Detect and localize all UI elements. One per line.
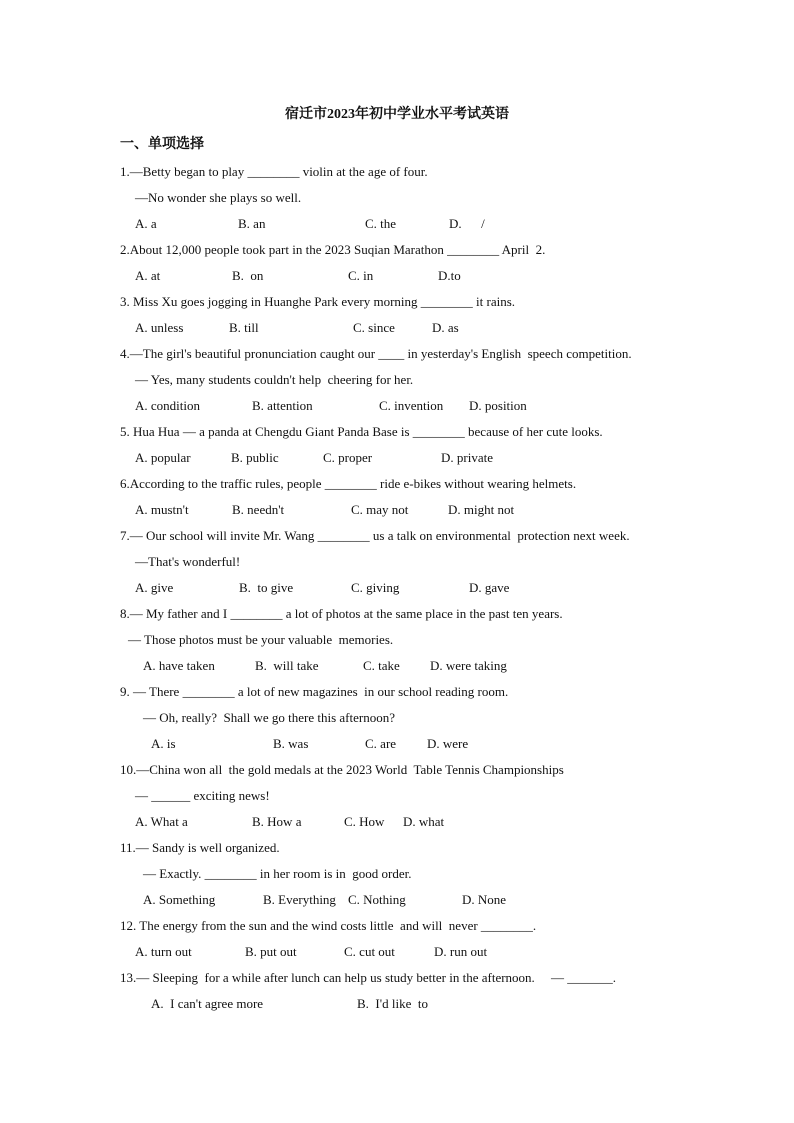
question-4-option-c: C. invention — [379, 398, 444, 413]
question-3-option-a: A. unless — [135, 320, 184, 335]
question-7-option-c: C. giving — [351, 580, 400, 595]
question-8-stem: 8.— My father and I ________ a lot of photos at the same place in the past ten years. — [120, 606, 563, 621]
question-5-option-d: D. private — [441, 450, 493, 465]
question-9-option-c: C. are — [365, 736, 397, 751]
question-4-option-d: D. position — [469, 398, 527, 413]
question-7-option-a: A. give — [135, 580, 174, 595]
question-9-option-d: D. were — [427, 736, 469, 751]
question-12-option-b: B. put out — [245, 944, 297, 959]
page-title: 宿迁市2023年初中学业水平考试英语 — [285, 107, 509, 122]
question-3-option-b: B. till — [229, 320, 259, 335]
question-5-option-a: A. popular — [135, 450, 191, 465]
question-10-reply: — ______ exciting news! — [135, 788, 270, 803]
question-7-option-d: D. gave — [469, 580, 510, 595]
question-7-reply: —That's wonderful! — [135, 554, 241, 569]
question-10-option-d: D. what — [403, 814, 445, 829]
question-4-option-b: B. attention — [252, 398, 313, 413]
question-13-option-b: B. I'd like to — [357, 996, 428, 1011]
question-6-option-b: B. needn't — [232, 502, 285, 517]
question-5-stem: 5. Hua Hua — a panda at Chengdu Giant Panda Base is ________ because of her cute looks. — [120, 424, 603, 439]
question-10-option-a: A. What a — [135, 814, 188, 829]
question-8-option-a: A. have taken — [143, 658, 215, 673]
question-1-option-b: B. an — [238, 216, 266, 231]
question-9-reply: — Oh, really? Shall we go there this afternoon? — [143, 710, 395, 725]
question-10-stem: 10.—China won all the gold medals at the 2023 World Table Tennis Championships — [120, 762, 564, 777]
question-2-option-a: A. at — [135, 268, 161, 283]
question-11-option-b: B. Everything — [263, 892, 336, 907]
question-8-option-b: B. will take — [255, 658, 319, 673]
question-2-option-c: C. in — [348, 268, 374, 283]
question-2-option-b: B. on — [232, 268, 264, 283]
question-4-reply: — Yes, many students couldn't help cheering for her. — [135, 372, 414, 387]
question-11-option-a: A. Something — [143, 892, 216, 907]
question-6-option-c: C. may not — [351, 502, 409, 517]
question-1-option-a: A. a — [135, 216, 157, 231]
question-9-stem: 9. — There ________ a lot of new magazines in our school reading room. — [120, 684, 509, 699]
question-13-option-a: A. I can't agree more — [151, 996, 264, 1011]
question-3-stem: 3. Miss Xu goes jogging in Huanghe Park every morning ________ it rains. — [120, 294, 516, 309]
question-1-stem: 1.—Betty began to play ________ violin at the age of four. — [120, 164, 428, 179]
question-2-option-d: D.to — [438, 268, 461, 283]
question-8-option-c: C. take — [363, 658, 400, 673]
question-11-stem: 11.— Sandy is well organized. — [120, 840, 280, 855]
question-4-option-a: A. condition — [135, 398, 200, 413]
question-1-option-c: C. the — [365, 216, 397, 231]
question-8-option-d: D. were taking — [430, 658, 507, 673]
question-5-option-b: B. public — [231, 450, 279, 465]
question-7-option-b: B. to give — [239, 580, 294, 595]
question-9-option-a: A. is — [151, 736, 176, 751]
question-6-stem: 6.According to the traffic rules, people ________ ride e-bikes without wearing helmets. — [120, 476, 577, 491]
question-3-option-c: C. since — [353, 320, 395, 335]
question-12-stem: 12. The energy from the sun and the wind costs little and will never ________. — [120, 918, 537, 933]
question-7-stem: 7.— Our school will invite Mr. Wang ________ us a talk on environmental protection next week. — [120, 528, 630, 543]
question-5-option-c: C. proper — [323, 450, 373, 465]
question-9-option-b: B. was — [273, 736, 309, 751]
question-11-reply: — Exactly. ________ in her room is in good order. — [143, 866, 412, 881]
question-10-option-c: C. How — [344, 814, 385, 829]
question-2-stem: 2.About 12,000 people took part in the 2023 Suqian Marathon ________ April 2. — [120, 242, 546, 257]
question-1-option-d: D. / — [449, 216, 485, 231]
question-11-option-c: C. Nothing — [348, 892, 406, 907]
question-13-stem: 13.— Sleeping for a while after lunch can help us study better in the afternoon. — _______. — [120, 970, 617, 985]
section-heading: 一、单项选择 — [120, 137, 204, 152]
question-11-option-d: D. None — [462, 892, 507, 907]
question-6-option-d: D. might not — [448, 502, 515, 517]
question-1-reply: —No wonder she plays so well. — [135, 190, 302, 205]
question-4-stem: 4.—The girl's beautiful pronunciation caught our ____ in yesterday's English speech competition. — [120, 346, 632, 361]
question-8-reply: — Those photos must be your valuable memories. — [128, 632, 394, 647]
question-12-option-a: A. turn out — [135, 944, 192, 959]
question-12-option-d: D. run out — [434, 944, 488, 959]
question-3-option-d: D. as — [432, 320, 459, 335]
question-6-option-a: A. mustn't — [135, 502, 189, 517]
question-12-option-c: C. cut out — [344, 944, 395, 959]
question-10-option-b: B. How a — [252, 814, 302, 829]
